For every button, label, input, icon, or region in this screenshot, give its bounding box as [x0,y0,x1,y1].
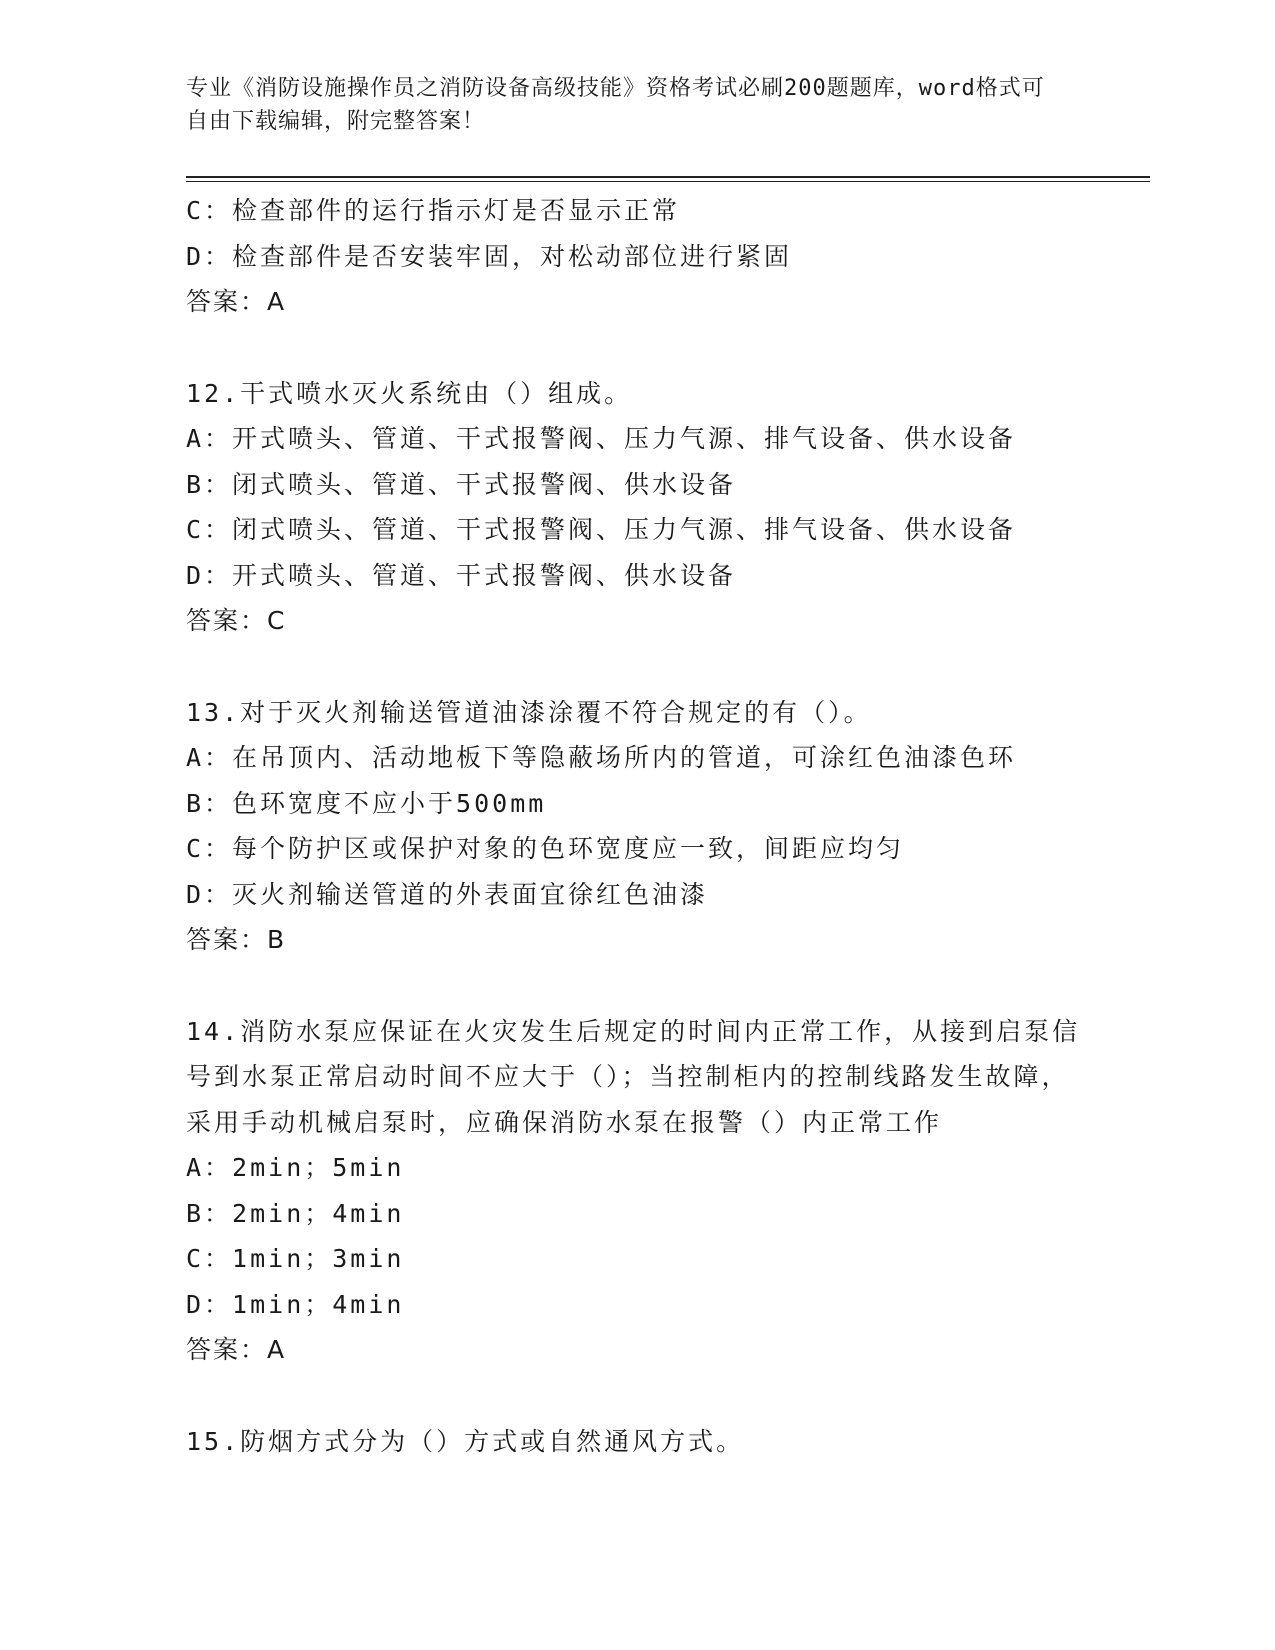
option-b: B：闭式喷头、管道、干式报警阀、供水设备 [186,469,737,499]
answer-line: 答案：C [186,606,287,635]
answer-line: 答案：A [186,287,287,316]
option-a: A：在吊顶内、活动地板下等隐蔽场所内的管道，可涂红色油漆色环 [186,743,1017,772]
header-divider-thin [186,181,1150,182]
question-stem: 12.干式喷水灭火系统由（）组成。 [186,378,633,408]
document-body [186,188,1086,1464]
option-c: C：闭式喷头、管道、干式报警阀、压力气源、排气设备、供水设备 [186,515,1017,544]
option-b: B：2min；4min [186,1198,405,1228]
option-c: C：1min；3min [186,1244,405,1273]
option-d: D：灭火剂输送管道的外表面宜徐红色油漆 [186,879,709,909]
option-a: A：2min；5min [186,1153,405,1182]
document-header: 专业《消防设施操作员之消防设备高级技能》资格考试必刷200题题库，word格式可自由下载编辑，附完整答案！ [186,76,1045,134]
answer-line: 答案：A [186,1335,287,1364]
option-b: B：色环宽度不应小于500mm [186,788,547,818]
option-a: A：开式喷头、管道、干式报警阀、压力气源、排气设备、供水设备 [186,424,1017,453]
question-block-12 [186,371,1086,644]
question-block-15 [186,1419,1086,1465]
option-d: D：检查部件是否安装牢固，对松动部位进行紧固 [186,241,793,271]
option-d: D：1min；4min [186,1289,405,1319]
option-d: D：开式喷头、管道、干式报警阀、供水设备 [186,560,737,590]
question-block-continued [186,188,1086,325]
answer-line: 答案：B [186,925,287,954]
option-c: C：每个防护区或保护对象的色环宽度应一致，间距应均匀 [186,834,905,863]
question-stem: 13.对于灭火剂输送管道油漆涂覆不符合规定的有（）。 [186,697,872,727]
option-c: C：检查部件的运行指示灯是否显示正常 [186,196,681,225]
question-stem: 14.消防水泵应保证在火灾发生后规定的时间内正常工作，从接到启泵信号到水泵正常启动时间不应大于（）；当控制柜内的控制线路发生故障，采用手动机械启泵时，应确保消防水泵在报警（）内正常工作 [186,1016,1081,1137]
question-block-13 [186,690,1086,963]
header-divider-thick [186,176,1150,178]
question-block-14 [186,1009,1086,1373]
question-stem: 15.防烟方式分为（）方式或自然通风方式。 [186,1426,745,1456]
